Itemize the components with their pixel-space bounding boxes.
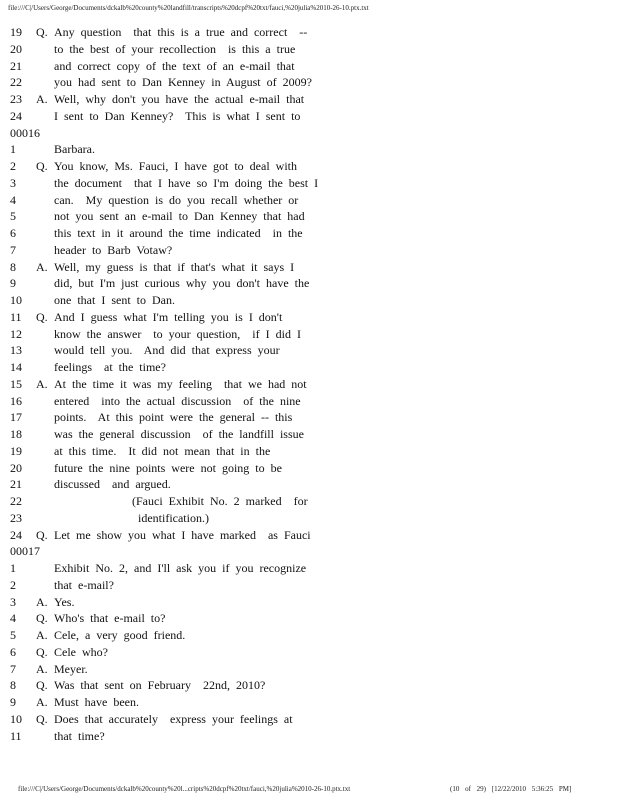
speaker-label: Q. [36,611,48,626]
line-number: 21 [10,477,22,492]
line-text: this text in it around the time indicated in the [54,226,303,240]
speaker-label: Q. [36,644,48,659]
line-text: to the best of your recollection is this a true [54,41,296,56]
line-text: not you sent an e-mail to Dan Kenney that had [54,209,305,224]
line-text: discussed and argued. [54,477,171,492]
transcript-line [10,476,340,493]
line-number: 23 [10,92,22,106]
line-text: was the general discussion of the landfill issue [54,427,304,441]
transcript-line [10,610,340,627]
line-text: know the answer to your question, if I did I [54,326,301,341]
line-number: 13 [10,343,22,358]
speaker-label: Q. [36,711,48,726]
line-text: Cele who? [54,644,108,659]
line-number: 19 [10,443,22,458]
transcript-line [10,677,340,694]
footer-page-info: (10 of 29) [12/22/2010 5:36:25 PM] [450,785,572,793]
transcript-line [10,493,340,510]
speaker-label: A. [36,661,48,676]
transcript-line [10,292,340,309]
line-number: 9 [10,695,16,709]
line-number: 23 [10,510,22,525]
line-number: 1 [10,142,16,157]
speaker-label: Q. [36,527,48,542]
transcript-line [10,225,340,242]
transcript-line [10,460,340,477]
line-number: 2 [10,577,16,592]
speaker-label: A. [36,695,48,709]
line-number: 22 [10,75,22,90]
transcript-line [10,594,340,611]
line-number: 11 [10,728,22,743]
line-number: 24 [10,527,22,542]
speaker-label: Q. [36,159,48,173]
file-path-header: file:///C|/Users/George/Documents/dckalb%20county%20landfill/transcripts%20dcpf%20txt/fauci,%20julia%2010-26-10.ptx.txt [8,4,369,12]
line-number: 00016 [10,125,40,140]
line-text: feelings at the time? [54,360,166,374]
line-number: 2 [10,159,16,173]
line-text: that e-mail? [54,577,114,592]
transcript-line [10,74,340,91]
speaker-label: A. [36,376,48,391]
line-text: Cele, a very good friend. [54,628,186,642]
line-text: Well, why don't you have the actual e-mail that [54,92,305,106]
line-number: 00017 [10,544,40,559]
transcript-line [10,158,340,175]
speaker-label: Q. [36,25,48,39]
line-text: Does that accurately express your feelings at [54,711,293,726]
line-number: 20 [10,41,22,56]
line-text: You know, Ms. Fauci, I have got to deal with [54,159,297,173]
line-number: 15 [10,376,22,391]
line-text: points. At this point were the general -- this [54,410,293,425]
page-number-marker [10,543,340,560]
transcript-line [10,309,340,326]
line-text: the document that I have so I'm doing the best I [54,175,319,190]
transcript-line [10,208,340,225]
line-text: Yes. [54,594,75,609]
speaker-label: A. [36,628,48,642]
transcript-line [10,627,340,644]
transcript-line [10,728,340,745]
line-text: can. My question is do you recall whether or [54,192,299,207]
line-number: 10 [10,293,22,307]
line-number: 1 [10,561,16,575]
line-text: Was that sent on February 22nd, 2010? [54,678,266,693]
speaker-label: A. [36,259,48,274]
line-text: Exhibit No. 2, and I'll ask you if you recognize [54,561,307,575]
line-text: And I guess what I'm telling you is I don't [54,309,283,324]
line-number: 4 [10,611,16,626]
transcript-line [10,108,340,125]
line-number: 9 [10,276,16,291]
transcript-line [10,141,340,158]
line-number: 6 [10,644,16,659]
line-text: header to Barb Votaw? [54,242,173,257]
line-text: one that I sent to Dan. [54,293,175,307]
transcript-line [10,711,340,728]
line-text: Barbara. [54,142,95,157]
line-number: 4 [10,192,16,207]
footer-file-path: file:///C|/Users/George/Documents/dckalb%20county%20l...cripts%20dcpf%20txt/fauci,%20julia%2010-26-10.ptx.txt [18,785,351,793]
speaker-label: A. [36,92,48,106]
line-number: 6 [10,226,16,240]
line-number: 11 [10,309,22,324]
line-text: identification.) [54,510,209,525]
transcript-line [10,342,340,359]
line-number: 8 [10,259,16,274]
line-text: At the time it was my feeling that we had not [54,376,307,391]
transcript-line [10,694,340,711]
line-text: Who's that e-mail to? [54,611,166,626]
line-text: entered into the actual discussion of the nine [54,393,301,408]
line-number: 5 [10,628,16,642]
transcript-body [10,24,340,744]
transcript-line [10,91,340,108]
line-number: 7 [10,242,16,257]
line-number: 3 [10,175,16,190]
transcript-line [10,661,340,678]
line-text: Meyer. [54,661,88,676]
speaker-label: Q. [36,309,48,324]
transcript-line [10,577,340,594]
speaker-label: Q. [36,678,48,693]
line-number: 8 [10,678,16,693]
transcript-line [10,58,340,75]
transcript-line [10,393,340,410]
line-number: 14 [10,360,22,374]
line-number: 21 [10,58,22,73]
transcript-line [10,644,340,661]
line-text: Well, my guess is that if that's what it says I [54,259,295,274]
line-number: 24 [10,108,22,123]
line-number: 3 [10,594,16,609]
line-number: 17 [10,410,22,425]
line-text: you had sent to Dan Kenney in August of 2009? [54,75,312,90]
transcript-line [10,175,340,192]
transcript-line [10,443,340,460]
line-number: 12 [10,326,22,341]
line-text: (Fauci Exhibit No. 2 marked for [54,494,308,508]
line-text: Must have been. [54,695,139,709]
transcript-line [10,259,340,276]
line-number: 19 [10,25,22,39]
line-text: Let me show you what I have marked as Fauci [54,527,311,542]
line-number: 20 [10,460,22,475]
transcript-line [10,409,340,426]
transcript-line [10,527,340,544]
line-text: that time? [54,728,105,743]
line-text: and correct copy of the text of an e-mail that [54,58,295,73]
transcript-line [10,376,340,393]
transcript-line [10,41,340,58]
transcript-line [10,275,340,292]
transcript-line [10,192,340,209]
line-text: did, but I'm just curious why you don't have the [54,276,310,291]
speaker-label: A. [36,594,48,609]
line-number: 7 [10,661,16,676]
transcript-line [10,359,340,376]
line-text: at this time. It did not mean that in the [54,443,271,458]
line-number: 5 [10,209,16,224]
line-text: would tell you. And did that express your [54,343,280,358]
transcript-line [10,24,340,41]
page-number-marker [10,125,340,142]
transcript-line [10,510,340,527]
transcript-line [10,326,340,343]
line-number: 10 [10,711,22,726]
transcript-line [10,426,340,443]
transcript-line [10,242,340,259]
line-number: 22 [10,494,22,508]
line-text: future the nine points were not going to be [54,460,282,475]
line-number: 18 [10,427,22,441]
transcript-line [10,560,340,577]
line-number: 16 [10,393,22,408]
line-text: I sent to Dan Kenney? This is what I sent to [54,108,301,123]
line-text: Any question that this is a true and correct -- [54,25,308,39]
